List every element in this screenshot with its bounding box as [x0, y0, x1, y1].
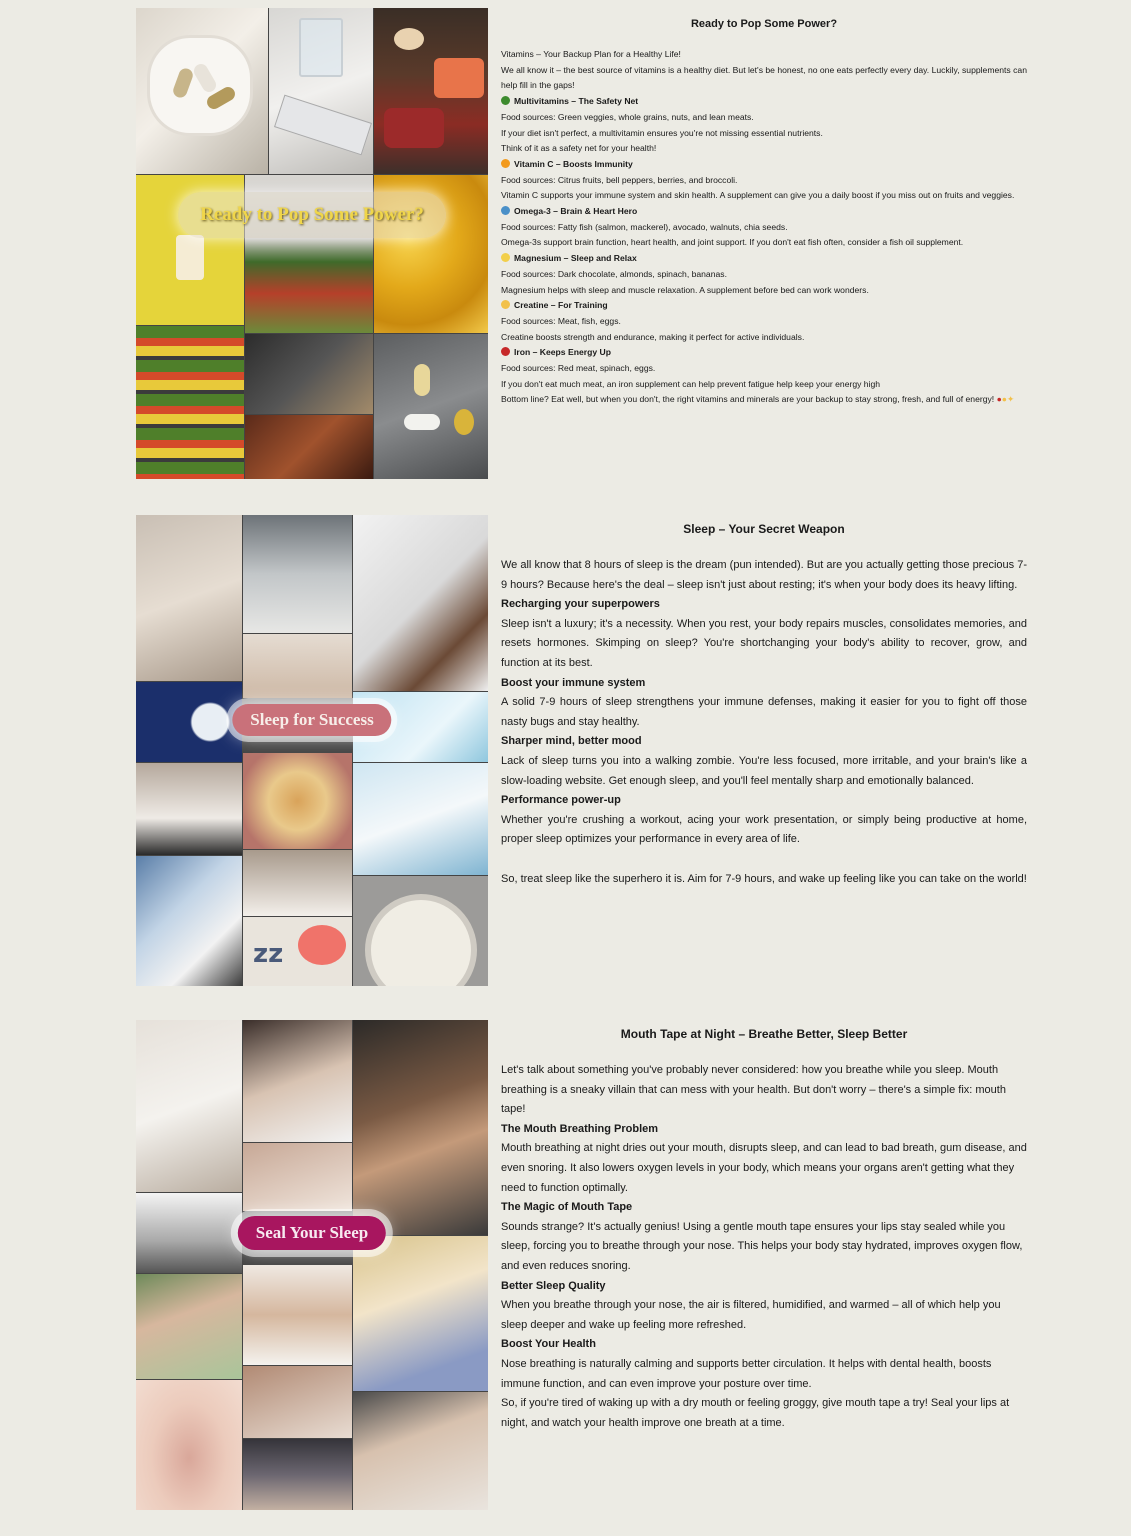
subheading: Sharper mind, better mood [501, 735, 642, 748]
vitamin-line: If your diet isn't perfect, a multivitamin ensures you're not missing essential nutrients. [501, 127, 823, 138]
mouth-tape-closing: So, if you're tired of waking up with a dry mouth or feeling groggy, give mouth tape a try! Seal your lips at night, and watch your health improve one breath at a time. [501, 1397, 1010, 1429]
supermarket-produce-image [136, 326, 244, 479]
body-paragraph: Nose breathing is naturally calming and supports better circulation. It helps with dental health, boosts immune function, and can even improve your posture over time. [501, 1357, 992, 1390]
mouth-tape-text [501, 1027, 1027, 1433]
vitamins-closing: Bottom line? Eat well, but when you don't, the right vitamins and minerals are your backup to stay strong, fresh, and full of energy! ●●✦ [501, 394, 1015, 405]
couple-sleeping-image [243, 515, 352, 633]
pill-sparkle-icon: ● [996, 394, 1002, 405]
vitamin-line: Creatine boosts strength and endurance, making it perfect for active individuals. [501, 331, 805, 342]
mouth-tape-title: Mouth Tape at Night – Breathe Better, Sleep Better [620, 1027, 908, 1041]
woman-dark-hair-sleeping-image [243, 1020, 352, 1142]
dumbbells-protein-image [245, 334, 373, 414]
orange-icon [501, 159, 510, 168]
flexed-arm-icon [501, 300, 510, 309]
mouth-tape-intro: Let's talk about something you've probably never considered: how you breathe while you sleep. Mouth breathing is a sneaky villain that can mess with your health. But don't worry – there's a simple fix: mouth tape! [501, 1064, 1006, 1116]
vitamins-text [501, 18, 1027, 408]
brain-night-sky-image [136, 682, 242, 762]
vitamin-line: Food sources: Dark chocolate, almonds, spinach, bananas. [501, 268, 727, 279]
vitamin-heading-text: Omega-3 – Brain & Heart Hero [514, 206, 638, 217]
vitamin-heading [501, 204, 1027, 220]
sleep-closing: So, treat sleep like the superhero it is. Aim for 7-9 hours, and wake up feeling like you can take on the world! [501, 872, 1027, 885]
vitamin-line: Food sources: Citrus fruits, bell peppers, berries, and broccoli. [501, 174, 738, 185]
vitamin-line: If you don't eat much meat, an iron supplement can help prevent fatigue help keep your energy high [501, 378, 881, 389]
vitamin-line: Vitamin C supports your immune system and skin health. A supplement can give you a daily boost if you miss out on fruits and veggies. [501, 190, 1015, 201]
mouth-tape-blocks [501, 1120, 1027, 1394]
vitamins-list [501, 94, 1027, 392]
subheading: The Mouth Breathing Problem [501, 1122, 659, 1135]
vitamin-line: Food sources: Red meat, spinach, eggs. [501, 363, 656, 374]
sleep-banner: Sleep for Success [232, 704, 391, 736]
vitamin-heading [501, 157, 1027, 173]
vitamin-heading [501, 345, 1027, 361]
sleep-intro: We all know that 8 hours of sleep is the dream (pun intended). But are you actually getting those precious 7-9 hours? Because here's the deal – sleep isn't just about resting; it's when your body does its heavy lifting. [501, 559, 1027, 591]
subheading: Better Sleep Quality [501, 1279, 606, 1292]
water-glass-pill-organizer-image [269, 8, 373, 174]
body-paragraph: A solid 7-9 hours of sleep strengthens your immune defenses, making it easier for you to fight off those nasty bugs and stay healthy. [501, 696, 1027, 728]
vitamin-line: Magnesium helps with sleep and muscle relaxation. A supplement before bed can work wonders. [501, 284, 869, 295]
vitamin-heading-text: Multivitamins – The Safety Net [514, 96, 639, 107]
woman-blue-tape-image [136, 1020, 242, 1192]
fish-icon [501, 206, 510, 215]
bearded-man-tape-image [353, 1020, 488, 1235]
flexed-arm-icon: ● [1001, 394, 1007, 405]
alarm-clock-small-image [243, 850, 352, 916]
body-paragraph: Lack of sleep turns you into a walking zombie. You're less focused, more irritable, and your brain's like a slow-loading website. Get enough sleep, and you'll feel mentally sharp and emotionally balanced. [501, 754, 1027, 787]
sparkles-icon: ✦ [1006, 394, 1015, 405]
supplement-pills-grey-image [374, 334, 488, 479]
vitamin-line: Food sources: Green veggies, whole grains, nuts, and lean meats. [501, 111, 754, 122]
grilled-meat-image [245, 415, 373, 479]
vitamin-line: Think of it as a safety net for your health! [501, 143, 657, 154]
body-paragraph: Sounds strange? It's actually genius! Using a gentle mouth tape ensures your lips stay sealed while you sleep, forcing you to breathe through your nose. This helps your body stay hydrated, improves oxygen flow, and even reduces snoring. [501, 1220, 1023, 1272]
woman-sleeping-brown-image [243, 1143, 352, 1211]
vitamin-heading-text: Iron – Keeps Energy Up [514, 347, 611, 358]
person-eye-mask-image [243, 1439, 352, 1510]
blood-drop-icon [501, 347, 510, 356]
vitamins-banner: Ready to Pop Some Power? [178, 192, 446, 238]
vitamin-line: Food sources: Fatty fish (salmon, mackerel), avocado, walnuts, chia seeds. [501, 221, 788, 232]
broccoli-icon [501, 96, 510, 105]
woman-sleep-mask-image [136, 515, 242, 681]
man-with-dog-image [136, 856, 242, 986]
sleep-text [501, 522, 1027, 889]
pills-in-heart-bowl-image [136, 8, 268, 174]
body-paragraph: Whether you're crushing a workout, acing your work presentation, or simply being productive at home, proper sleep optimizes your performance in every area of life. [501, 813, 1027, 846]
section-mouth-tape [0, 1010, 1131, 1520]
vitamins-lead: We all know it – the best source of vitamins is a healthy diet. But let's be honest, no one eats perfectly every day. Luckily, supplements can help fill in the gaps! [501, 64, 1027, 91]
body-paragraph: When you breathe through your nose, the air is filtered, humidified, and warmed – all of which help you sleep deeper and wake up feeling more refreshed. [501, 1299, 1001, 1331]
vitamin-heading [501, 298, 1027, 314]
blonde-child-sleeping-image [353, 1236, 488, 1391]
subheading: The Magic of Mouth Tape [501, 1201, 633, 1214]
section-sleep [0, 505, 1131, 995]
zzz-brain-image: zz [243, 917, 352, 986]
vitamin-heading-text: Creatine – For Training [514, 300, 608, 311]
vitamin-heading [501, 94, 1027, 110]
vitamin-heading-text: Magnesium – Sleep and Relax [514, 253, 637, 264]
subheading: Boost Your Health [501, 1338, 596, 1351]
man-sleeping-green-image [136, 1274, 242, 1379]
vitamin-line: Food sources: Meat, fish, eggs. [501, 315, 621, 326]
man-sleeping-pillow-image [243, 634, 352, 698]
salmon-meat-eggs-image [374, 8, 488, 174]
woman-sleeping-blue-image [353, 763, 488, 875]
person-in-blanket-image [243, 753, 352, 849]
section-vitamins [0, 0, 1131, 490]
vitamin-line: Omega-3s support brain function, heart health, and joint support. If you don't eat fish often, consider a fish oil supplement. [501, 237, 964, 248]
sleep-collage [136, 515, 488, 986]
mouth-tape-collage [136, 1020, 488, 1510]
vitamins-collage [136, 8, 488, 479]
vitamin-heading-text: Vitamin C – Boosts Immunity [514, 158, 633, 169]
alarm-clock-bed-image [136, 763, 242, 855]
analog-clock-image [353, 876, 488, 986]
subheading: Boost your immune system [501, 676, 646, 689]
body-paragraph: Mouth breathing at night dries out your mouth, disrupts sleep, and can lead to bad breath, gum disease, and even snoring. It also lowers oxygen levels in your body, which means your organs aren't getting what they need to function optimally. [501, 1142, 1027, 1194]
couple-snoring-image [243, 1265, 352, 1365]
moon-icon [501, 253, 510, 262]
vitamins-intro: Vitamins – Your Backup Plan for a Healthy Life! [501, 49, 681, 59]
older-man-tape-image [353, 1392, 488, 1510]
sleep-blocks [501, 595, 1027, 850]
taped-lips-closeup-image [136, 1380, 242, 1510]
subheading: Recharging your superpowers [501, 598, 660, 611]
couple-with-tape-image [243, 1366, 352, 1438]
seal-sleep-banner: Seal Your Sleep [238, 1216, 386, 1250]
man-sleeping-white-sheets-image [353, 515, 488, 691]
subheading: Performance power-up [501, 794, 621, 807]
body-paragraph: Sleep isn't a luxury; it's a necessity. When you rest, your body repairs muscles, consolidates memories, and resets hormones. Skimping on sleep? You're shortchanging your body's ability to recover, grow, and function at its best. [501, 617, 1027, 669]
vitamin-heading [501, 251, 1027, 267]
sleep-title: Sleep – Your Secret Weapon [683, 522, 845, 536]
vitamins-title: Ready to Pop Some Power? [690, 18, 838, 30]
man-snoring-bw-image [136, 1193, 242, 1273]
